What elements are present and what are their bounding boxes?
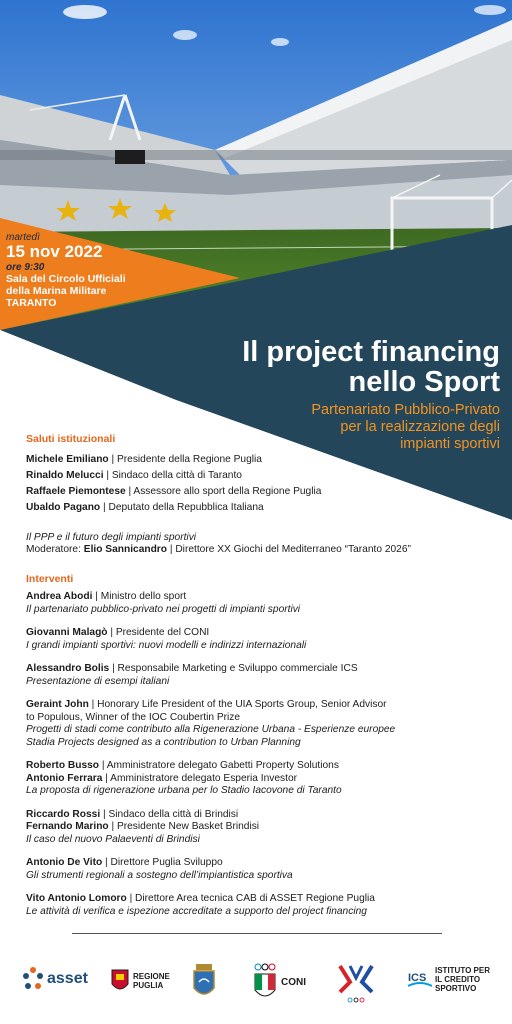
title-line: Il project financing: [242, 336, 500, 368]
event-venue-line: della Marina Militare: [6, 285, 107, 297]
saluti-item: [26, 484, 496, 500]
name-separator: |: [125, 485, 134, 497]
name-separator: |: [92, 591, 101, 602]
moderation-line: [26, 544, 496, 557]
talk-title: Gli strumenti regionali a sostegno dell’impiantistica sportiva: [26, 869, 293, 881]
name-separator: |: [109, 663, 118, 674]
name-separator: |: [102, 857, 111, 868]
speaker-name: Antonio Ferrara: [26, 772, 103, 784]
speaker-role: Amministratore delegato Esperia Investor: [110, 772, 298, 784]
saluti-item: [26, 500, 496, 516]
speaker-name: Andrea Abodi: [26, 591, 93, 602]
speaker-line: [26, 821, 496, 834]
speaker-name: Riccardo Rossi: [26, 808, 101, 820]
coni-logo: [252, 962, 306, 1002]
intervento-item: [26, 893, 496, 918]
speaker-name: Raffaele Piemontese: [26, 485, 126, 497]
ics-logo-text: IL CREDITO: [435, 974, 481, 984]
speaker-role: Responsabile Marketing e Sviluppo commerciale ICS: [117, 663, 358, 674]
event-date-box: [6, 232, 176, 309]
name-separator: |: [107, 627, 116, 638]
speaker-role: Direttore Puglia Sviluppo: [110, 857, 223, 868]
ics-logo-text: SPORTIVO: [435, 983, 477, 993]
intervento-item: [26, 857, 496, 882]
moderator-separator: |: [169, 544, 176, 555]
name-separator: |: [102, 772, 111, 784]
speaker-line: [26, 773, 496, 786]
speaker-name: Giovanni Malagò: [26, 627, 108, 638]
saluti-heading: Saluti istituzionali: [26, 433, 116, 445]
intervento-item: [26, 760, 496, 798]
regione-puglia-logo: [110, 966, 170, 996]
speaker-name: Alessandro Bolis: [26, 663, 110, 674]
speaker-role: Honorary Life President of the UIA Sports Group, Senior Advisor: [97, 699, 387, 710]
event-day: martedì: [6, 232, 40, 243]
taranto-crest-icon: [192, 962, 216, 1000]
speaker-line: [26, 760, 496, 773]
name-separator: |: [103, 469, 112, 481]
speaker-role: Direttore Area tecnica CAB di ASSET Regione Puglia: [135, 893, 375, 904]
speaker-line: [26, 663, 496, 676]
speaker-line: [26, 857, 496, 870]
speaker-line: [26, 893, 496, 906]
program-content: [26, 433, 496, 929]
saluti-item: [26, 452, 496, 468]
speaker-line: [26, 627, 496, 640]
interventi-heading: Interventi: [26, 572, 74, 585]
speaker-name: Geraint John: [26, 699, 89, 710]
interventi-list: [26, 591, 496, 918]
speaker-role: Presidente New Basket Brindisi: [116, 821, 260, 832]
speaker-line: [26, 699, 496, 712]
speaker-name: Antonio De Vito: [26, 857, 103, 868]
intervento-item: [26, 699, 496, 749]
name-separator: |: [100, 501, 109, 513]
regione-logo-text: REGIONE: [133, 972, 170, 981]
speaker-role: Sindaco della città di Brindisi: [108, 808, 239, 820]
intervento-item: [26, 627, 496, 652]
intervento-item: [26, 591, 496, 616]
speaker-role: Sindaco della città di Taranto: [111, 469, 242, 481]
speaker-name: Fernando Marino: [26, 821, 109, 832]
talk-title: Le attività di verifica e ispezione accreditate a supporto del project financing: [26, 905, 367, 917]
asset-mark-icon: [22, 966, 44, 992]
regione-logo-text: PUGLIA: [133, 981, 164, 990]
taranto-city-crest: [192, 962, 216, 1000]
sponsor-logos: [0, 960, 512, 1010]
speaker-role: Deputato della Repubblica Italiana: [108, 501, 264, 513]
moderation-topic: Il PPP e il futuro degli impianti sportivi: [26, 531, 197, 543]
talk-title: Il caso del nuovo Palaeventi di Brindisi: [26, 833, 200, 845]
event-time: ore 9:30: [6, 262, 45, 273]
speaker-role: Assessore allo sport della Regione Puglia: [133, 485, 322, 497]
name-separator: |: [108, 821, 117, 832]
name-separator: |: [88, 699, 98, 710]
ics-logo: [408, 964, 490, 994]
talk-title: La proposta di rigenerazione urbana per lo Stadio Iacovone di Taranto: [26, 785, 342, 796]
event-venue-line: Sala del Circolo Ufficiali: [6, 273, 126, 285]
talk-title: Presentazione di esempi italiani: [26, 675, 170, 687]
saluti-item: [26, 468, 496, 484]
saluti-list: [26, 452, 496, 516]
speaker-line: [26, 591, 496, 604]
coni-logo-text: CONI: [281, 976, 306, 988]
ics-logo-text: ISTITUTO PER: [435, 965, 490, 975]
name-separator: |: [99, 760, 107, 771]
ics-mark-icon: [408, 964, 432, 994]
coni-shield-icon: [252, 962, 278, 1002]
asset-logo-text: asset: [47, 970, 88, 987]
speaker-name: Roberto Busso: [26, 760, 100, 771]
speaker-role: Presidente della Regione Puglia: [116, 453, 262, 465]
talk-title: I grandi impianti sportivi: nuovi modelli e indirizzi internazionali: [26, 639, 307, 651]
asset-logo: [22, 966, 88, 992]
subtitle-line: impianti sportivi: [400, 436, 500, 452]
speaker-name: Vito Antonio Lomoro: [26, 893, 127, 904]
intervento-item: [26, 809, 496, 847]
speaker-name: Rinaldo Melucci: [26, 469, 104, 481]
moderator-role: Direttore XX Giochi del Mediterraneo “Taranto 2026”: [175, 544, 411, 555]
speaker-role: Presidente del CONI: [115, 627, 210, 638]
intervento-item: [26, 663, 496, 688]
regione-crest-icon: [110, 966, 130, 996]
subtitle-line: Partenariato Pubblico-Privato: [311, 402, 500, 418]
event-date: 15 nov 2022: [6, 242, 103, 261]
speaker-line: [26, 809, 496, 822]
page-title: [242, 337, 500, 397]
speaker-role-continued: to Populous, Winner of the IOC Coubertin Prize: [26, 711, 241, 723]
taranto-2026-mark-icon: [336, 962, 376, 1004]
title-line: nello Sport: [348, 366, 500, 398]
name-separator: |: [126, 893, 136, 904]
moderator-label: Moderatore:: [26, 544, 81, 555]
name-separator: |: [108, 453, 117, 465]
footer-divider: [72, 933, 442, 934]
moderator-name: Elio Sannicandro: [83, 544, 167, 555]
speaker-name: Michele Emiliano: [26, 453, 109, 465]
name-separator: |: [100, 808, 109, 820]
talk-title: Progetti di stadi come contributo alla Rigenerazione Urbana - Esperienze europee: [26, 724, 396, 735]
subtitle-line: per la realizzazione degli: [340, 419, 500, 435]
svg-text:ICS: ICS: [408, 972, 427, 984]
taranto-2026-logo: [336, 962, 376, 1004]
event-venue-line: TARANTO: [6, 297, 57, 309]
talk-title: Stadia Projects designed as a contribution to Urban Planning: [26, 736, 301, 748]
speaker-name: Ubaldo Pagano: [26, 501, 101, 513]
speaker-role: Ministro dello sport: [100, 591, 187, 602]
talk-title: Il partenariato pubblico-privato nei progetti di impianti sportivi: [26, 603, 301, 615]
speaker-role: Amministratore delegato Gabetti Property Solutions: [106, 760, 339, 771]
